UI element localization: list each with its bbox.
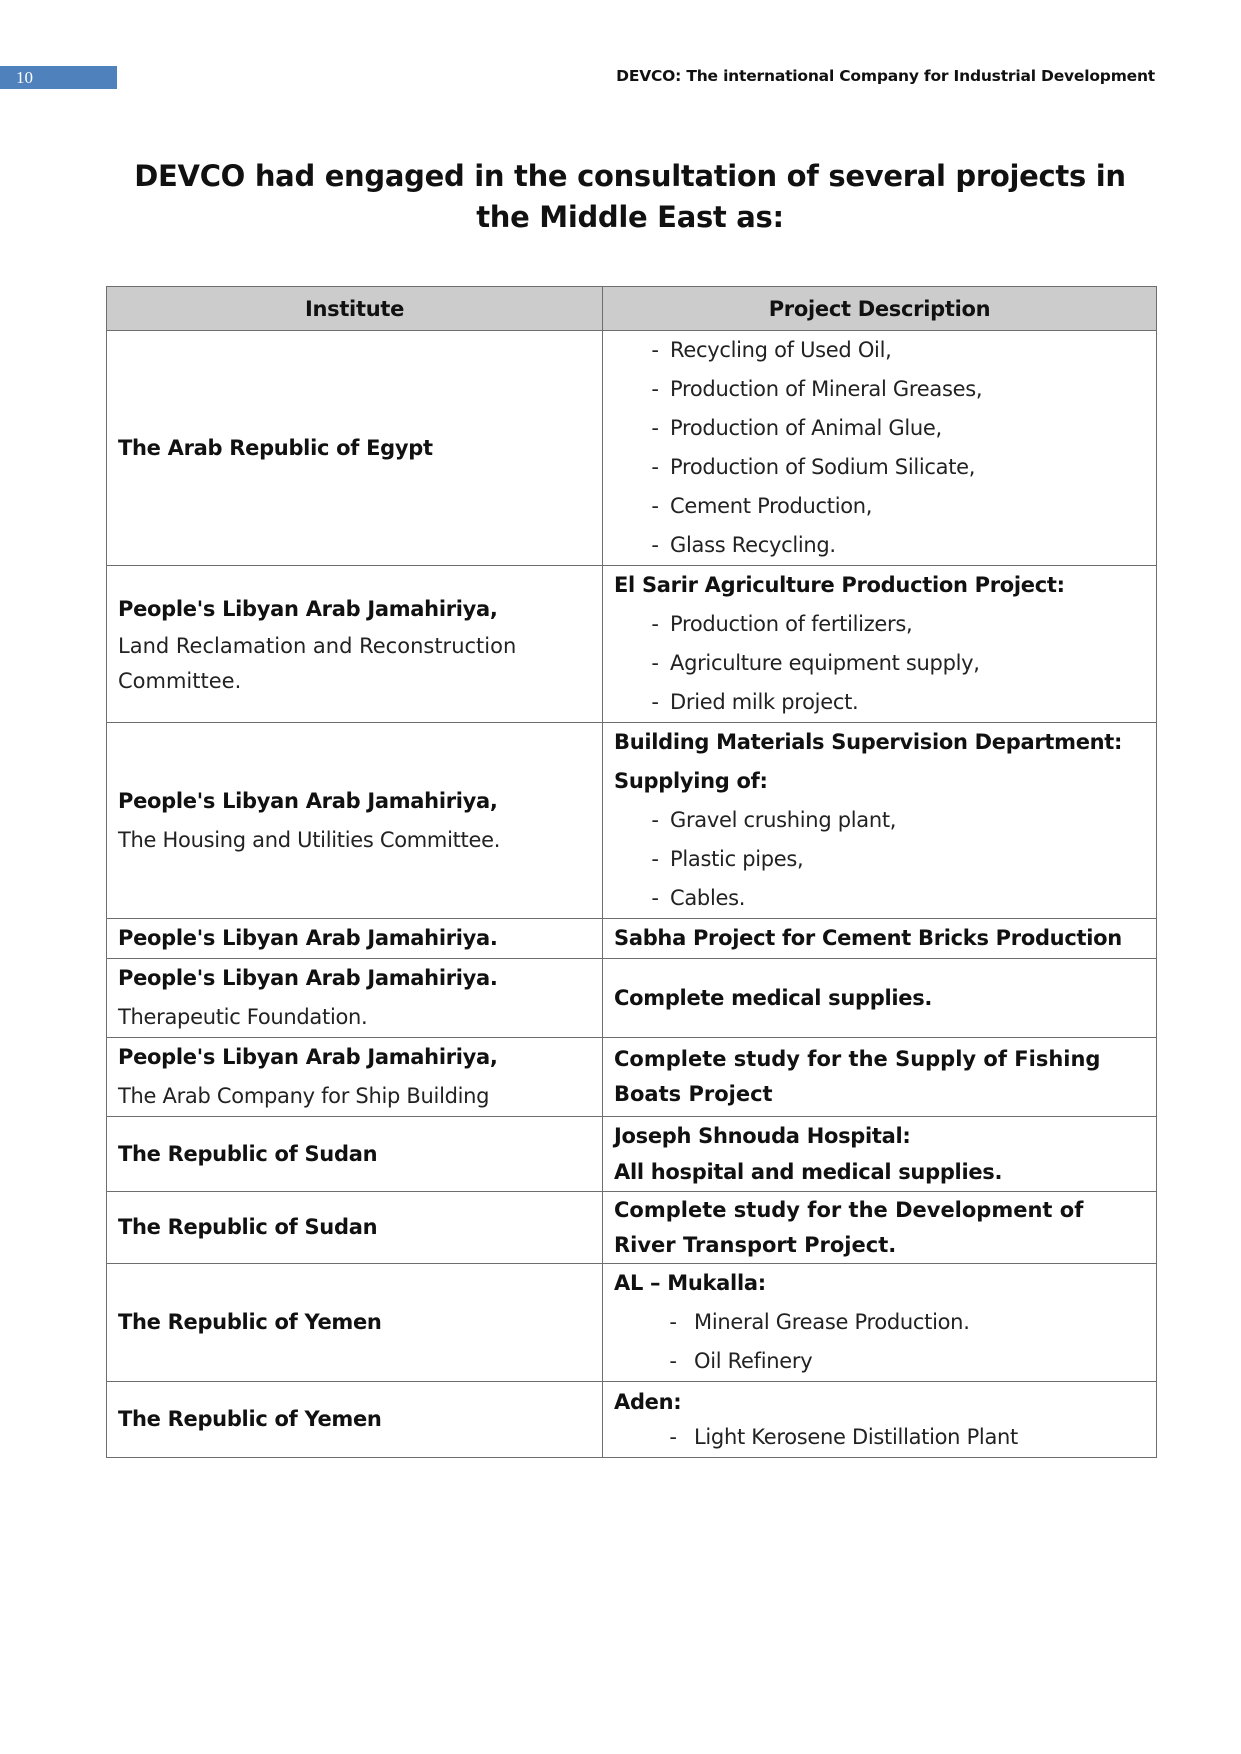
list-item: - Oil Refinery: [669, 1349, 813, 1373]
institute-cell: [107, 1382, 603, 1458]
table-row: [107, 1382, 1157, 1458]
description-cell: [603, 1117, 1157, 1192]
project-subheading: Supplying of:: [614, 769, 768, 793]
page-number-badge: [0, 66, 117, 89]
table-row: [107, 1264, 1157, 1382]
list-item: - Gravel crushing plant,: [651, 808, 897, 832]
table-row: [107, 566, 1157, 723]
list-item: - Recycling of Used Oil,: [651, 338, 892, 362]
institute-name: The Republic of Sudan: [118, 1141, 378, 1166]
table-row: [107, 1117, 1157, 1192]
description-cell: [603, 1192, 1157, 1264]
description-cell: [603, 1038, 1157, 1117]
institute-name: People's Libyan Arab Jamahiriya.: [118, 966, 498, 990]
list-item: - Dried milk project.: [651, 690, 859, 714]
list-item: - Production of fertilizers,: [651, 612, 913, 636]
project-heading: Complete medical supplies.: [614, 985, 933, 1010]
institute-cell: [107, 723, 603, 919]
institute-cell: [107, 1038, 603, 1117]
institute-cell: [107, 1117, 603, 1192]
institute-name: People's Libyan Arab Jamahiriya.: [118, 926, 498, 950]
list-item: - Mineral Grease Production.: [669, 1310, 970, 1334]
column-header-project-description: Project Description: [603, 287, 1157, 331]
project-heading: Complete study for the Supply of Fishing Boats Project: [614, 1047, 1101, 1106]
page-title-line-1: DEVCO had engaged in the consultation of several projects in: [134, 159, 1126, 193]
list-item: - Cement Production,: [651, 494, 873, 518]
institute-cell: [107, 1192, 603, 1264]
table-row: [107, 959, 1157, 1038]
project-heading: Building Materials Supervision Department:: [614, 730, 1123, 754]
institute-name: People's Libyan Arab Jamahiriya,: [118, 596, 498, 621]
institute-subunit: Land Reclamation and Reconstruction Committee.: [118, 633, 517, 693]
institute-name: The Republic of Sudan: [118, 1215, 378, 1239]
institute-cell: [107, 1264, 603, 1382]
project-heading: El Sarir Agriculture Production Project:: [614, 573, 1065, 597]
project-heading: AL – Mukalla:: [614, 1271, 766, 1295]
column-header-institute: Institute: [107, 287, 603, 331]
table-row: [107, 1192, 1157, 1264]
institute-name: The Republic of Yemen: [118, 1310, 382, 1334]
institute-cell: [107, 566, 603, 723]
page-title: [100, 156, 1160, 238]
list-item: - Production of Animal Glue,: [651, 416, 942, 440]
description-cell: [603, 331, 1157, 566]
list-item: - Plastic pipes,: [651, 847, 804, 871]
institute-cell: [107, 959, 603, 1038]
project-subheading: All hospital and medical supplies.: [614, 1160, 1003, 1184]
institute-subunit: Therapeutic Foundation.: [118, 1005, 368, 1029]
institute-name: The Arab Republic of Egypt: [118, 435, 433, 460]
project-heading: Joseph Shnouda Hospital:: [614, 1124, 911, 1148]
table-row: [107, 331, 1157, 566]
description-cell: [603, 566, 1157, 723]
table-header-row: [107, 287, 1157, 331]
description-cell: [603, 1382, 1157, 1458]
running-header-title: DEVCO: The international Company for Industrial Development: [616, 67, 1155, 85]
institute-name: People's Libyan Arab Jamahiriya,: [118, 1045, 498, 1069]
table-row: [107, 919, 1157, 959]
description-cell: [603, 919, 1157, 959]
project-heading: Aden:: [614, 1389, 682, 1414]
list-item: - Production of Mineral Greases,: [651, 377, 983, 401]
institute-name: The Republic of Yemen: [118, 1407, 382, 1431]
list-item: - Agriculture equipment supply,: [651, 651, 980, 675]
projects-table: [106, 286, 1157, 1458]
table-row: [107, 1038, 1157, 1117]
list-item: - Production of Sodium Silicate,: [651, 455, 976, 479]
description-cell: [603, 959, 1157, 1038]
institute-cell: [107, 331, 603, 566]
institute-subunit: The Housing and Utilities Committee.: [118, 827, 501, 852]
table-row: [107, 723, 1157, 919]
project-heading: Sabha Project for Cement Bricks Production: [614, 926, 1122, 950]
page-number: 10: [16, 68, 33, 87]
institute-name: People's Libyan Arab Jamahiriya,: [118, 788, 498, 813]
list-item: - Glass Recycling.: [651, 533, 836, 557]
description-cell: [603, 1264, 1157, 1382]
list-item: - Light Kerosene Distillation Plant: [669, 1424, 1018, 1449]
institute-subunit: The Arab Company for Ship Building: [118, 1084, 490, 1108]
project-heading: Complete study for the Development of River Transport Project.: [614, 1197, 1084, 1257]
page-title-line-2: the Middle East as:: [476, 200, 784, 234]
description-cell: [603, 723, 1157, 919]
institute-cell: [107, 919, 603, 959]
list-item: - Cables.: [651, 886, 746, 910]
